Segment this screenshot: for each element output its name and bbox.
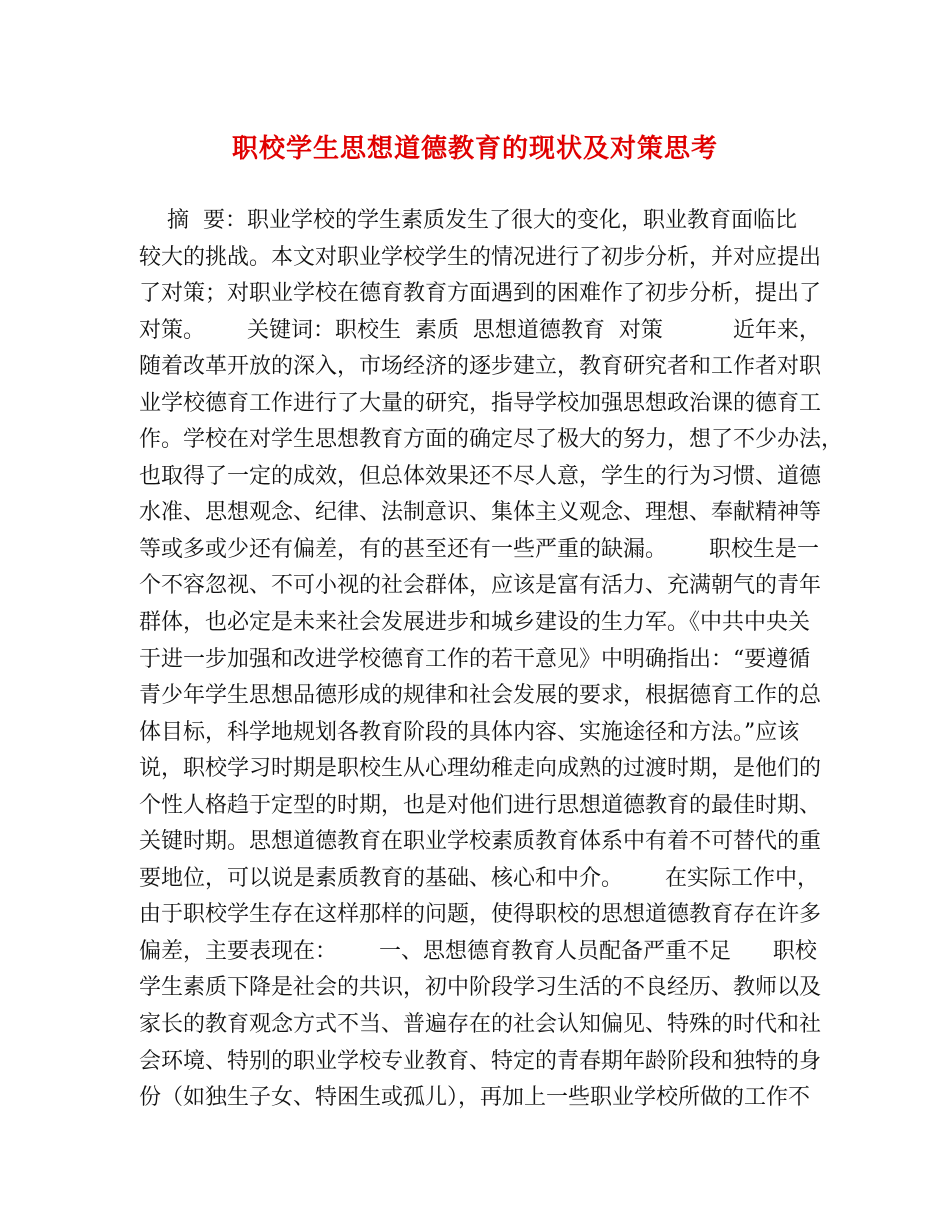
body-line: 关键时期。思想道德教育在职业学校素质教育体系中有着不可替代的重 <box>139 829 822 855</box>
body-line: 随着改革开放的深入，市场经济的逐步建立，教育研究者和工作者对职 <box>139 354 822 380</box>
body-line: 群体，也必定是未来社会发展进步和城乡建设的生力军。《中共中央关 <box>139 610 811 636</box>
body-line: 于进一步加强和改进学校德育工作的若干意见》中明确指出：“要遵循 <box>139 646 811 672</box>
body-line: 水准、思想观念、纪律、法制意识、集体主义观念、理想、奉献精神等 <box>139 500 822 526</box>
body-line: 体目标，科学地规划各教育阶段的具体内容、实施途径和方法。”应该 <box>139 719 800 745</box>
body-line: 份（如独生子女、特困生或孤儿），再加上一些职业学校所做的工作不 <box>139 1085 811 1111</box>
body-line: 也取得了一定的成效，但总体效果还不尽人意，学生的行为习惯、道德 <box>139 463 822 489</box>
body-line: 家长的教育观念方式不当、普遍存在的社会认知偏见、特殊的时代和社 <box>139 1012 822 1038</box>
body-line: 学生素质下降是社会的共识，初中阶段学习生活的不良经历、教师以及 <box>139 975 822 1001</box>
body-line: 较大的挑战。本文对职业学校学生的情况进行了初步分析，并对应提出 <box>139 244 822 270</box>
body-line: 说，职校学习时期是职校生从心理幼稚走向成熟的过渡时期，是他们的 <box>139 756 822 782</box>
body-line: 偏差，主要表现在： 一、思想德育教育人员配备严重不足 职校 <box>139 938 817 964</box>
body-line: 对策。 关键词：职校生 素质 思想道德教育 对策 近年来， <box>139 317 821 343</box>
document-title: 职校学生思想道德教育的现状及对策思考 <box>231 134 718 164</box>
body-line: 由于职校学生存在这样那样的问题，使得职校的思想道德教育存在许多 <box>139 902 822 928</box>
document-body <box>139 203 844 1117</box>
body-line: 青少年学生思想品德形成的规律和社会发展的要求，根据德育工作的总 <box>139 683 822 709</box>
body-line: 个不容忽视、不可小视的社会群体，应该是富有活力、充满朝气的青年 <box>139 573 822 599</box>
body-line: 会环境、特别的职业学校专业教育、特定的青春期年龄阶段和独特的身 <box>139 1048 822 1074</box>
body-line: 业学校德育工作进行了大量的研究，指导学校加强思想政治课的德育工 <box>139 390 822 416</box>
body-line: 要地位，可以说是素质教育的基础、核心和中介。 在实际工作中， <box>139 865 819 891</box>
body-line: 作。学校在对学生思想教育方面的确定尽了极大的努力，想了不少办法， <box>139 427 844 453</box>
body-line: 个性人格趋于定型的时期，也是对他们进行思想道德教育的最佳时期、 <box>139 792 822 818</box>
body-line: 等或多或少还有偏差，有的甚至还有一些严重的缺漏。 职校生是一 <box>139 536 819 562</box>
body-line: 了对策；对职业学校在德育教育方面遇到的困难作了初步分析，提出了 <box>139 281 822 307</box>
body-line: 摘 要：职业学校的学生素质发生了很大的变化，职业教育面临比 <box>139 208 797 233</box>
